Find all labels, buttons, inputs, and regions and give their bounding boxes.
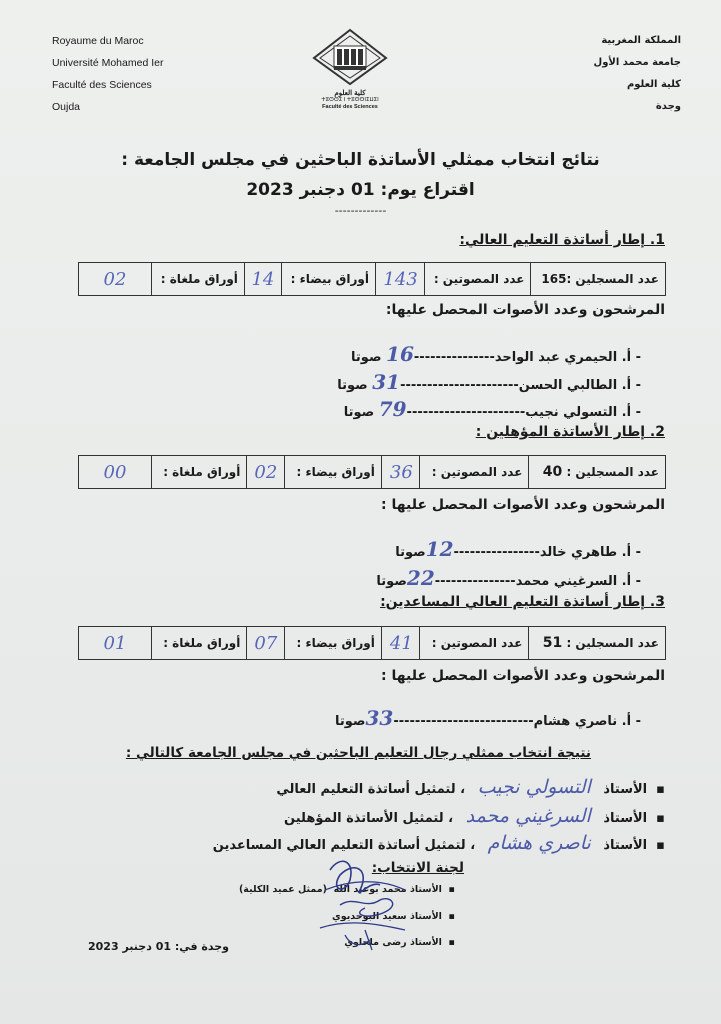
section-3-candidates-heading: المرشحون وعدد الأصوات المحصل عليها :	[381, 668, 665, 684]
blank-value: 14	[244, 263, 281, 296]
candidate-row: - أ. ناصري هشام--------------------------33صوتا	[335, 706, 641, 730]
voters-label: عدد المصوتين :	[419, 627, 529, 660]
header-ar-line: وجدة	[655, 101, 681, 112]
signatures	[310, 850, 420, 960]
header-arabic	[594, 30, 681, 118]
logo-arabic: كلية العلوم	[334, 90, 366, 97]
blank-label: أوراق بيضاء :	[285, 456, 382, 489]
void-value: 01	[79, 627, 152, 660]
blank-value: 02	[247, 456, 285, 489]
document-title: نتائج انتخاب ممثلي الأساتذة الباحثين في مجلس الجامعة :	[121, 150, 600, 170]
title-rule: -------------	[334, 204, 387, 217]
result-row: ▪ الأستاذ السرغيني محمد ، لتمثيل الأساتذة المؤهلين	[284, 805, 665, 827]
header-ar-line: المملكة المغربية	[601, 35, 681, 46]
blank-label: أوراق بيضاء :	[281, 263, 375, 296]
blank-label: أوراق بيضاء :	[285, 627, 382, 660]
header-fr-line: Faculté des Sciences	[52, 79, 152, 91]
footer-date: وجدة في: 01 دجنبر 2023	[88, 940, 230, 953]
faculty-logo	[300, 28, 400, 111]
voters-value: 41	[381, 627, 419, 660]
section-2-tally	[78, 455, 666, 489]
faculty-logo-icon	[312, 28, 388, 86]
candidate-row: - أ. التسولي نجيب----------------------79 صوتا	[343, 397, 641, 421]
section-1-tally	[78, 262, 666, 296]
voters-value: 36	[381, 456, 419, 489]
section-1-heading: 1. إطار أساتذة التعليم العالي:	[459, 232, 665, 248]
void-value: 00	[79, 456, 152, 489]
header-french	[52, 30, 163, 118]
candidate-row: - أ. السرغيني محمد---------------22صوتا	[376, 566, 641, 590]
void-label: أوراق ملغاة :	[152, 263, 245, 296]
section-3-heading: 3. إطار أساتذة التعليم العالي المساعدين:	[380, 594, 665, 610]
committee-member: ▪ الأستاذ رضى ملحاوي	[344, 937, 455, 948]
section-3-tally	[78, 626, 666, 660]
header-ar-line: كلية العلوم	[626, 79, 681, 90]
section-1-candidates-heading: المرشحون وعدد الأصوات المحصل عليها:	[385, 302, 665, 318]
registered-cell: عدد المسجلين : 40	[529, 456, 666, 489]
section-2-candidates-heading: المرشحون وعدد الأصوات المحصل عليها :	[381, 497, 665, 513]
result-row: ▪ الأستاذ ناصري هشام ، لتمثيل أساتذة التعليم العالي المساعدين	[212, 832, 665, 854]
committee-heading: لجنة الانتخاب:	[371, 860, 464, 876]
blank-value: 07	[247, 627, 285, 660]
voters-value: 143	[375, 263, 424, 296]
committee-member: ▪ الأستاذ سعيد البوحديوي	[332, 911, 455, 922]
registered-cell: عدد المسجلين : 51	[529, 627, 666, 660]
header-ar-line: جامعة محمد الأول	[593, 57, 681, 68]
voters-label: عدد المصوتين :	[419, 456, 529, 489]
header-fr-line: Oujda	[52, 101, 81, 113]
header-fr-line: Royaume du Maroc	[52, 35, 144, 47]
registered-cell: عدد المسجلين :165	[531, 263, 666, 296]
result-heading: نتيجة انتخاب ممثلي رجال التعليم الباحثين في مجلس الجامعة كالتالي :	[125, 745, 591, 761]
header-fr-line: Université Mohamed Ier	[52, 57, 164, 69]
committee-member: ▪ الأستاذ محمد بوعبد الله (ممثل عميد الكلية)	[238, 884, 455, 895]
logo-tifinagh: ⵜⵓⵙⵙⵉ ⵏ ⵜⵓⵙⵙⵏⵉⵡⵉⵏ	[321, 97, 379, 103]
logo-french: Faculté des Sciences	[322, 104, 378, 110]
void-label: أوراق ملغاة :	[152, 627, 247, 660]
void-value: 02	[79, 263, 152, 296]
voters-label: عدد المصوتين :	[424, 263, 531, 296]
candidate-row: - أ. طاهري خالد----------------12صوتا	[395, 537, 641, 561]
candidate-row: - أ. الحيمري عبد الواحد---------------16 صوتا	[351, 342, 641, 366]
candidate-row: - أ. الطالبي الحسن----------------------31 صوتا	[337, 370, 641, 394]
section-2-heading: 2. إطار الأساتذة المؤهلين :	[475, 424, 665, 440]
result-row: ▪ الأستاذ التسولي نجيب ، لتمثيل أساتذة التعليم العالي	[276, 776, 665, 798]
void-label: أوراق ملغاة :	[152, 456, 247, 489]
vote-date: اقتراع يوم: 01 دجنبر 2023	[246, 180, 475, 200]
